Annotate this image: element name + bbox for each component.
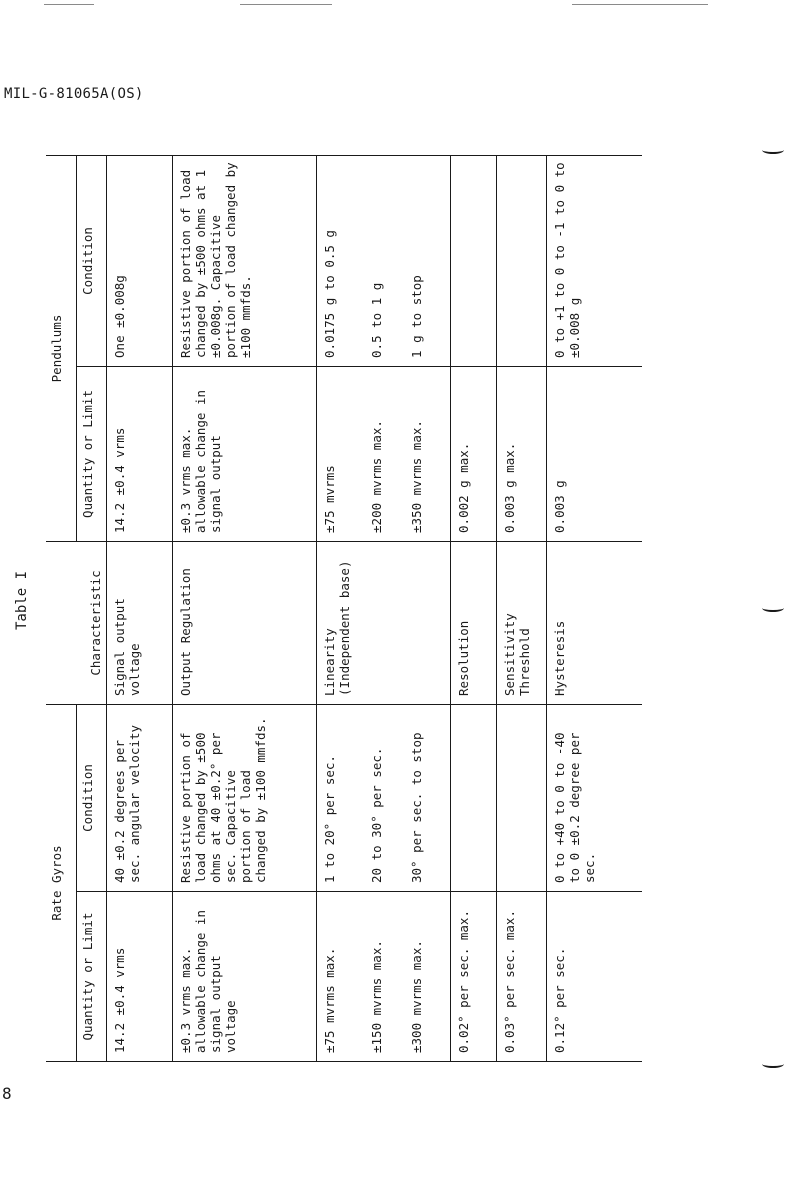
header-gyro-condition: Condition (76, 704, 106, 891)
gyro-condition-cell: 40 ±0.2 degrees per sec. angular velocity (106, 704, 172, 891)
gyro-quantity-cell: ±150 mvrms max. (364, 892, 404, 1062)
pendulum-quantity-cell: 0.002 g max. (450, 366, 496, 541)
pendulum-condition-cell: Resistive portion of load changed by ±500 ohms at 1 ±0.008g. Capacitive portion of load changed by ±100 mmfds. (172, 155, 316, 366)
table-title: Table I (14, 570, 30, 630)
pendulum-condition-cell (496, 155, 546, 366)
gyro-quantity-cell: ±300 mvrms max. (404, 892, 450, 1062)
rotated-table-frame (46, 156, 642, 1062)
table-row (546, 155, 642, 1061)
header-pendulum-condition: Condition (76, 155, 106, 366)
characteristic-cell: Resolution (450, 541, 496, 704)
gyro-quantity-cell: ±0.3 vrms max. allowable change in signal output voltage (172, 892, 316, 1062)
specification-table (46, 155, 642, 1062)
page-number: 8 (2, 1084, 12, 1103)
gyro-quantity-cell: 0.12° per sec. (546, 892, 642, 1062)
table-row (316, 155, 364, 1061)
scan-artifact-line (44, 4, 94, 5)
pendulum-condition-cell: 0.0175 g to 0.5 g (316, 155, 364, 366)
scan-artifact-line (240, 4, 332, 5)
gyro-quantity-cell: ±75 mvrms max. (316, 892, 364, 1062)
pendulum-condition-cell: One ±0.008g (106, 155, 172, 366)
gyro-condition-cell (450, 704, 496, 891)
group-header-pendulums: Pendulums (46, 155, 76, 541)
table-row (450, 155, 496, 1061)
pendulum-condition-cell (450, 155, 496, 366)
header-characteristic: Characteristic (46, 541, 106, 704)
characteristic-cell: Output Regulation (172, 541, 316, 704)
pendulum-condition-cell: 1 g to stop (404, 155, 450, 366)
binder-hole-mark (762, 1060, 784, 1068)
binder-hole-mark (762, 604, 784, 612)
header-pendulum-quantity: Quantity or Limit (76, 366, 106, 541)
pendulum-condition-cell: 0 to +1 to 0 to -1 to 0 to ±0.008 g (546, 155, 642, 366)
header-gyro-quantity: Quantity or Limit (76, 892, 106, 1062)
characteristic-cell: Sensitivity Threshold (496, 541, 546, 704)
pendulum-quantity-cell: ±350 mvrms max. (404, 366, 450, 541)
gyro-condition-cell: 20 to 30° per sec. (364, 704, 404, 891)
gyro-condition-cell: 30° per sec. to stop (404, 704, 450, 891)
table-row (172, 155, 316, 1061)
gyro-condition-cell: 0 to +40 to 0 to -40 to 0 ±0.2 degree per sec. (546, 704, 642, 891)
pendulum-quantity-cell: ±200 mvrms max. (364, 366, 404, 541)
gyro-condition-cell: Resistive portion of load changed by ±500 ohms at 40 ±0.2° per sec. Capacitive portion of load changed by ±100 mmfds. (172, 704, 316, 891)
pendulum-quantity-cell: ±75 mvrms (316, 366, 364, 541)
table-row (496, 155, 546, 1061)
scan-artifact-line (572, 4, 708, 5)
document-header: MIL-G-81065A(OS) (4, 86, 144, 102)
gyro-quantity-cell: 0.02° per sec. max. (450, 892, 496, 1062)
binder-hole-mark (762, 146, 784, 154)
table-container (46, 156, 642, 1062)
gyro-condition-cell (496, 704, 546, 891)
characteristic-cell: Linearity (Independent base) (316, 541, 450, 704)
group-header-rate-gyros: Rate Gyros (46, 704, 76, 1061)
pendulum-quantity-cell: 14.2 ±0.4 vrms (106, 366, 172, 541)
characteristic-cell: Hysteresis (546, 541, 642, 704)
characteristic-cell: Signal output voltage (106, 541, 172, 704)
gyro-quantity-cell: 14.2 ±0.4 vrms (106, 892, 172, 1062)
pendulum-condition-cell: 0.5 to 1 g (364, 155, 404, 366)
gyro-condition-cell: 1 to 20° per sec. (316, 704, 364, 891)
pendulum-quantity-cell: 0.003 g max. (496, 366, 546, 541)
table-row (106, 155, 172, 1061)
pendulum-quantity-cell: ±0.3 vrms max. allowable change in signal output (172, 366, 316, 541)
pendulum-quantity-cell: 0.003 g (546, 366, 642, 541)
gyro-quantity-cell: 0.03° per sec. max. (496, 892, 546, 1062)
